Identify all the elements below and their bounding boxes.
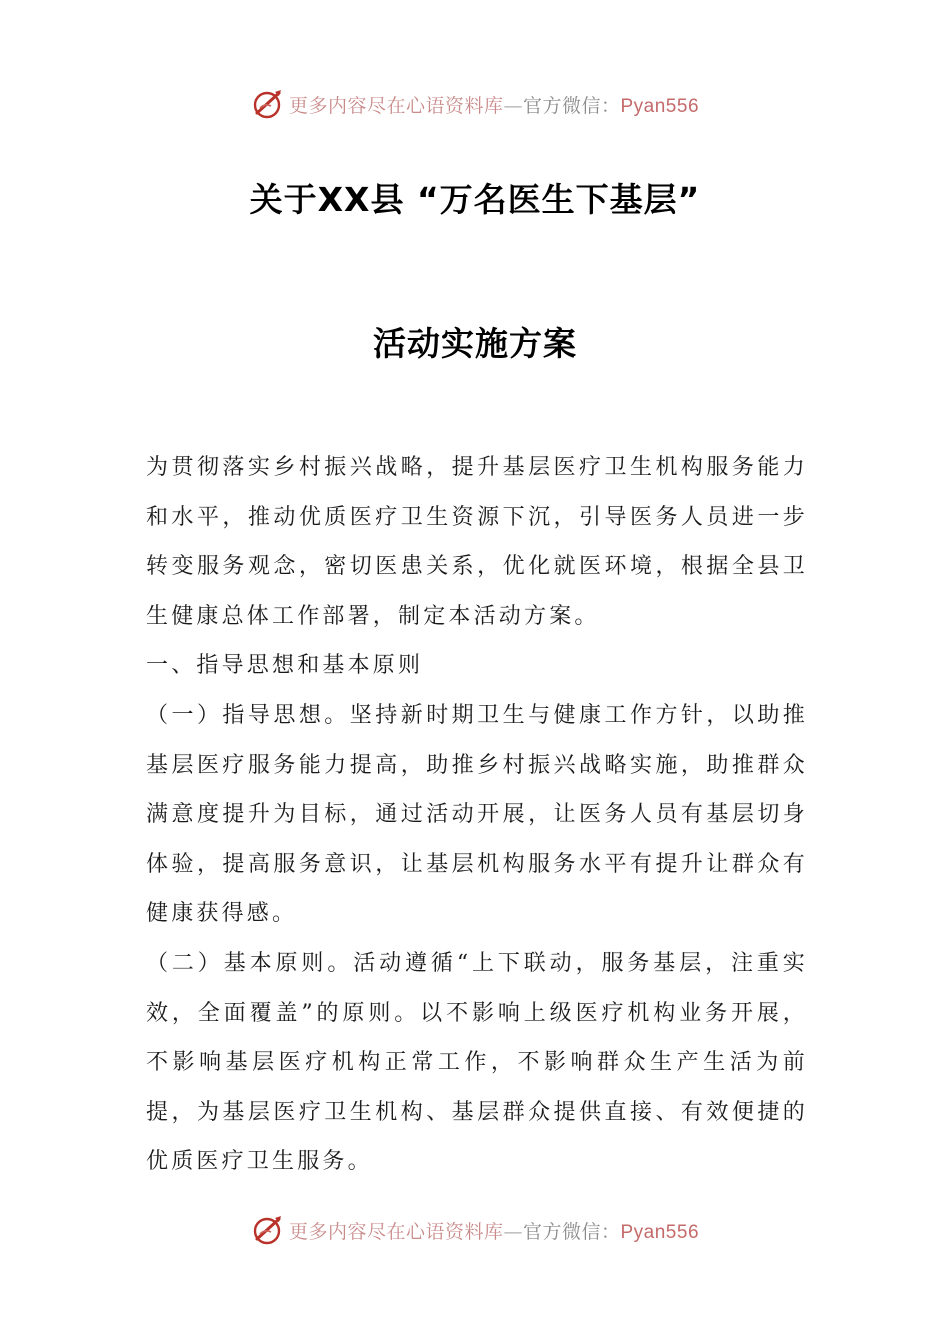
pen-logo-icon — [251, 87, 285, 121]
watermark-text — [289, 91, 699, 118]
watermark-text — [289, 1217, 699, 1244]
watermark-wechat-id: Pyan556 — [620, 95, 700, 117]
watermark-label: 官方微信： — [522, 1220, 621, 1243]
pen-logo-icon — [251, 1213, 285, 1247]
watermark-site: 更多内容尽在心语资料库 — [288, 94, 504, 117]
watermark-footer — [0, 1210, 950, 1250]
document-title-line1: 关于XX县 “万名医生下基层” — [249, 180, 701, 219]
intro-paragraph: 为贯彻落实乡村振兴战略，提升基层医疗卫生机构服务能力和水平，推动优质医疗卫生资源下沉，引导医务人员进一步转变服务观念，密切医患关系，优化就医环境，根据全县卫生健康总体工作部署，制定本活动方案。 — [146, 455, 808, 629]
document-body — [146, 443, 808, 1187]
section-heading-1: 一、指导思想和基本原则 — [146, 653, 424, 679]
watermark-separator: — — [503, 1220, 523, 1243]
watermark-separator: — — [503, 94, 523, 117]
basic-principles-paragraph: （二）基本原则。活动遵循“上下联动，服务基层，注重实效，全面覆盖”的原则。以不影响上级医疗机构业务开展，不影响基层医疗机构正常工作，不影响群众生产生活为前提，为基层医疗卫生机构、基层群众提供直接、有效便捷的优质医疗卫生服务。 — [146, 950, 808, 1175]
guiding-ideology-paragraph: （一）指导思想。坚持新时期卫生与健康工作方针，以助推基层医疗服务能力提高，助推乡村振兴战略实施，助推群众满意度提升为目标，通过活动开展，让医务人员有基层切身体验，提高服务意识，让基层机构服务水平有提升让群众有健康获得感。 — [146, 702, 808, 927]
watermark-label: 官方微信： — [522, 94, 621, 117]
watermark-site: 更多内容尽在心语资料库 — [288, 1220, 504, 1243]
watermark-wechat-id: Pyan556 — [620, 1221, 700, 1243]
document-title-line2: 活动实施方案 — [373, 324, 577, 363]
watermark-header — [0, 84, 950, 124]
